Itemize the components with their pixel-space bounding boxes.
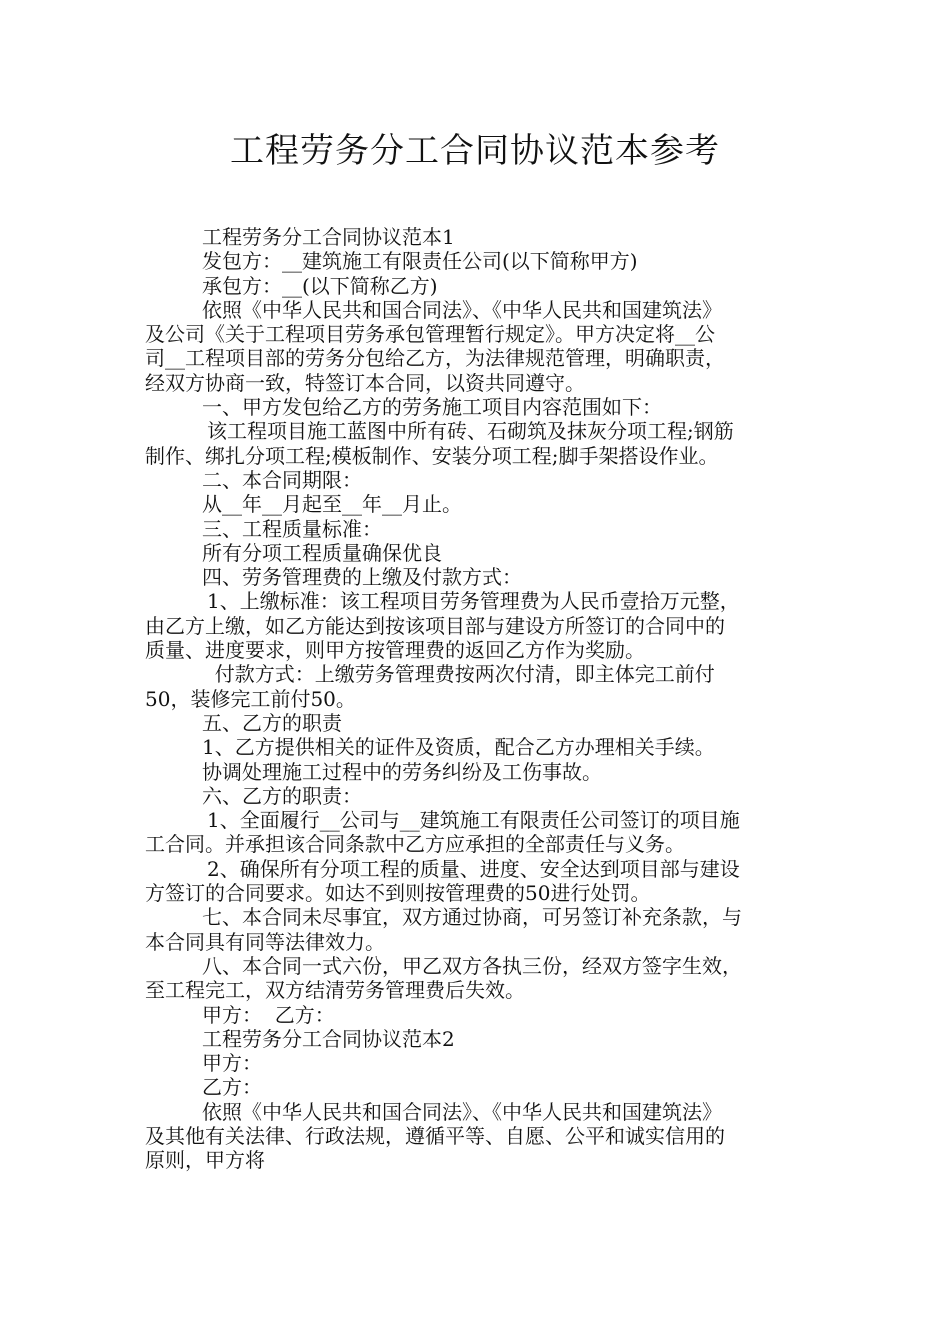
document-line: 经双方协商一致，特签订本合同，以资共同遵守。 bbox=[145, 370, 585, 395]
document-line: 工合同。并承担该合同条款中乙方应承担的全部责任与义务。 bbox=[145, 832, 685, 857]
document-line: 六、乙方的职责： bbox=[202, 783, 362, 808]
document-line: 质量、进度要求，则甲方按管理费的返回乙方作为奖励。 bbox=[145, 638, 645, 663]
document-line: 一、甲方发包给乙方的劳务施工项目内容范围如下： bbox=[202, 395, 662, 420]
document-line: 本合同具有同等法律效力。 bbox=[145, 929, 385, 954]
document-line: 及公司《关于工程项目劳务承包管理暂行规定》。甲方决定将__公 bbox=[145, 322, 715, 347]
document-line: 方签订的合同要求。如达不到则按管理费的50进行处罚。 bbox=[145, 881, 651, 906]
document-line: 依照《中华人民共和国合同法》、《中华人民共和国建筑法》 bbox=[202, 297, 722, 322]
document-line: 付款方式：上缴劳务管理费按两次付清，即主体完工前付 bbox=[202, 662, 715, 687]
document-line: 协调处理施工过程中的劳务纠纷及工伤事故。 bbox=[202, 759, 602, 784]
document-line: 甲方： 乙方： bbox=[202, 1002, 335, 1027]
document-line: 八、本合同一式六份，甲乙双方各执三份，经双方签字生效， bbox=[202, 953, 742, 978]
document-line: 乙方： bbox=[202, 1075, 262, 1100]
document-line: 所有分项工程质量确保优良 bbox=[202, 540, 442, 565]
document-line: 三、工程质量标准： bbox=[202, 516, 382, 541]
document-line: 从__年__月起至__年__月止。 bbox=[202, 492, 462, 517]
document-line: 及其他有关法律、行政法规，遵循平等、自愿、公平和诚实信用的 bbox=[145, 1123, 725, 1148]
document-line: 至工程完工，双方结清劳务管理费后失效。 bbox=[145, 978, 525, 1003]
document-line: 1、上缴标准：该工程项目劳务管理费为人民币壹拾万元整， bbox=[207, 589, 740, 614]
document-line: 司__工程项目部的劳务分包给乙方，为法律规范管理，明确职责， bbox=[145, 346, 725, 371]
document-line: 工程劳务分工合同协议范本2 bbox=[202, 1026, 455, 1051]
document-line: 五、乙方的职责 bbox=[202, 710, 342, 735]
document-line: 二、本合同期限： bbox=[202, 467, 362, 492]
document-line: 2、确保所有分项工程的质量、进度、安全达到项目部与建设 bbox=[207, 856, 740, 881]
document-line: 1、乙方提供相关的证件及资质，配合乙方办理相关手续。 bbox=[202, 735, 715, 760]
document-title: 工程劳务分工合同协议范本参考 bbox=[230, 131, 720, 171]
document-line: 发包方：__建筑施工有限责任公司(以下简称甲方) bbox=[202, 249, 638, 274]
document-line: 承包方：__(以下简称乙方) bbox=[202, 273, 438, 298]
document-line: 甲方： bbox=[202, 1051, 262, 1076]
document-line: 1、全面履行__公司与__建筑施工有限责任公司签订的项目施 bbox=[207, 808, 740, 833]
document-line: 依照《中华人民共和国合同法》、《中华人民共和国建筑法》 bbox=[202, 1099, 722, 1124]
document-line: 工程劳务分工合同协议范本1 bbox=[202, 225, 455, 249]
document-body bbox=[145, 225, 810, 1173]
document-line: 原则，甲方将 bbox=[145, 1148, 265, 1173]
document-line: 该工程项目施工蓝图中所有砖、石砌筑及抹灰分项工程;钢筋 bbox=[207, 419, 734, 444]
document-line: 七、本合同未尽事宜，双方通过协商，可另签订补充条款，与 bbox=[202, 905, 742, 930]
document-line: 50，装修完工前付50。 bbox=[145, 686, 356, 711]
document-line: 制作、绑扎分项工程;模板制作、安装分项工程;脚手架搭设作业。 bbox=[145, 443, 719, 468]
document-line: 四、劳务管理费的上缴及付款方式： bbox=[202, 565, 522, 590]
document-line: 由乙方上缴，如乙方能达到按该项目部与建设方所签订的合同中的 bbox=[145, 613, 725, 638]
